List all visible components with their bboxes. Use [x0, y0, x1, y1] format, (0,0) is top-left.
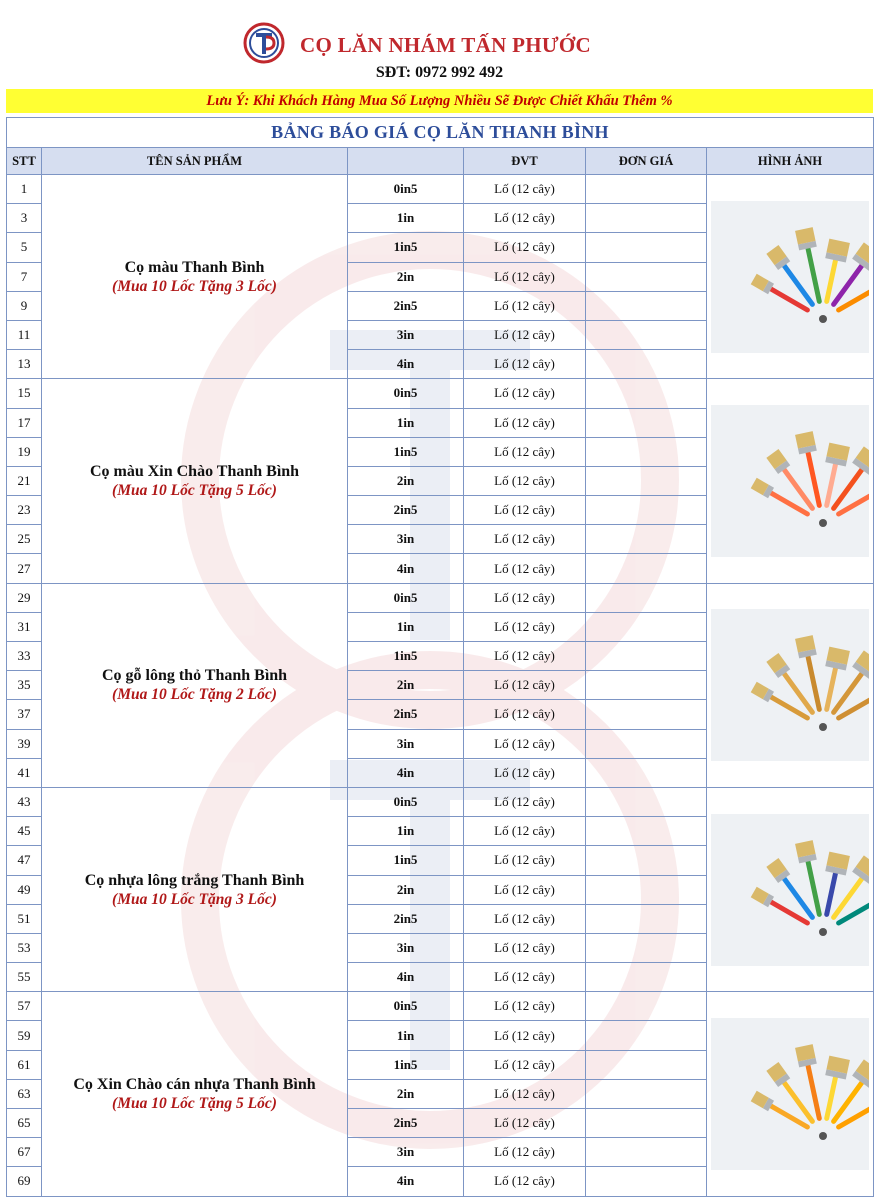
- unit-price: [586, 846, 707, 875]
- row-number: 37: [7, 700, 42, 729]
- row-number: 9: [7, 291, 42, 320]
- product-name-cell: [42, 379, 348, 583]
- brush-size: 0in5: [348, 175, 464, 204]
- product-image-cell: [707, 175, 874, 379]
- unit-price: [586, 1138, 707, 1167]
- table-title: BẢNG BÁO GIÁ CỌ LĂN THANH BÌNH: [7, 118, 874, 148]
- row-number: 65: [7, 1109, 42, 1138]
- row-number: 29: [7, 583, 42, 612]
- paint-brush-set-plastic-handles-image: [711, 814, 869, 966]
- brush-size: 3in: [348, 1138, 464, 1167]
- unit-price: [586, 350, 707, 379]
- row-number: 41: [7, 758, 42, 787]
- document-header: [0, 0, 879, 90]
- unit-price: [586, 875, 707, 904]
- unit-price: [586, 992, 707, 1021]
- row-number: 49: [7, 875, 42, 904]
- brush-size: 1in: [348, 1021, 464, 1050]
- brush-size: 1in5: [348, 437, 464, 466]
- paint-brush-set-orange-handles-image: [711, 405, 869, 557]
- unit: Lố (12 cây): [464, 233, 586, 262]
- brush-size: 4in: [348, 350, 464, 379]
- unit-price: [586, 437, 707, 466]
- product-promotion: (Mua 10 Lốc Tặng 5 Lốc): [112, 1094, 277, 1112]
- brush-size: 1in5: [348, 1050, 464, 1079]
- brush-size: 2in5: [348, 904, 464, 933]
- row-number: 31: [7, 612, 42, 641]
- product-promotion: (Mua 10 Lốc Tặng 3 Lốc): [112, 890, 277, 908]
- row-number: 33: [7, 642, 42, 671]
- brush-size: 2in: [348, 262, 464, 291]
- unit: Lố (12 cây): [464, 904, 586, 933]
- unit: Lố (12 cây): [464, 729, 586, 758]
- row-number: 27: [7, 554, 42, 583]
- row-number: 53: [7, 933, 42, 962]
- table-header-row: [7, 148, 874, 175]
- row-number: 57: [7, 992, 42, 1021]
- unit: Lố (12 cây): [464, 671, 586, 700]
- unit-price: [586, 787, 707, 816]
- brush-size: 1in: [348, 408, 464, 437]
- row-number: 19: [7, 437, 42, 466]
- unit: Lố (12 cây): [464, 787, 586, 816]
- row-number: 63: [7, 1079, 42, 1108]
- brush-size: 0in5: [348, 992, 464, 1021]
- unit: Lố (12 cây): [464, 1079, 586, 1108]
- paint-brush-set-wooden-handles-image: [711, 609, 869, 761]
- row-number: 13: [7, 350, 42, 379]
- unit: Lố (12 cây): [464, 583, 586, 612]
- unit: Lố (12 cây): [464, 496, 586, 525]
- unit: Lố (12 cây): [464, 350, 586, 379]
- unit: Lố (12 cây): [464, 642, 586, 671]
- row-number: 59: [7, 1021, 42, 1050]
- brush-size: 2in: [348, 875, 464, 904]
- discount-notice: Lưu Ý: Khi Khách Hàng Mua Số Lượng Nhiều Sẽ Được Chiết Khấu Thêm %: [6, 89, 873, 113]
- column-header-unit-price: ĐƠN GIÁ: [586, 148, 707, 175]
- unit: Lố (12 cây): [464, 1167, 586, 1196]
- phone-number: SĐT: 0972 992 492: [375, 64, 504, 81]
- unit: Lố (12 cây): [464, 175, 586, 204]
- brush-size: 2in: [348, 671, 464, 700]
- unit: Lố (12 cây): [464, 933, 586, 962]
- column-header-size: [348, 148, 464, 175]
- product-name-cell: [42, 992, 348, 1196]
- brush-size: 2in5: [348, 291, 464, 320]
- unit-price: [586, 612, 707, 641]
- unit-price: [586, 729, 707, 758]
- unit-price: [586, 583, 707, 612]
- product-image-cell: [707, 583, 874, 787]
- product-name: Cọ nhựa lông trắng Thanh Bình: [84, 871, 305, 889]
- row-number: 1: [7, 175, 42, 204]
- brush-size: 4in: [348, 963, 464, 992]
- product-name: Cọ màu Xin Chào Thanh Bình: [89, 462, 300, 480]
- product-image-cell: [707, 992, 874, 1196]
- unit-price: [586, 233, 707, 262]
- unit: Lố (12 cây): [464, 1050, 586, 1079]
- brush-size: 4in: [348, 554, 464, 583]
- unit-price: [586, 933, 707, 962]
- row-number: 5: [7, 233, 42, 262]
- product-image-cell: [707, 379, 874, 583]
- product-promotion: (Mua 10 Lốc Tặng 5 Lốc): [112, 481, 277, 499]
- unit: Lố (12 cây): [464, 700, 586, 729]
- unit-price: [586, 1109, 707, 1138]
- row-number: 69: [7, 1167, 42, 1196]
- product-name-cell: [42, 175, 348, 379]
- brush-size: 1in5: [348, 642, 464, 671]
- unit-price: [586, 963, 707, 992]
- brush-size: 2in5: [348, 700, 464, 729]
- brush-size: 1in: [348, 612, 464, 641]
- product-name-cell: [42, 583, 348, 787]
- table-row: [7, 583, 874, 612]
- table-row: [7, 175, 874, 204]
- unit-price: [586, 1050, 707, 1079]
- row-number: 47: [7, 846, 42, 875]
- unit: Lố (12 cây): [464, 1021, 586, 1050]
- unit-price: [586, 262, 707, 291]
- column-header-product-name: TÊN SẢN PHẨM: [42, 148, 348, 175]
- unit-price: [586, 554, 707, 583]
- row-number: 23: [7, 496, 42, 525]
- unit: Lố (12 cây): [464, 437, 586, 466]
- row-number: 45: [7, 817, 42, 846]
- product-promotion: (Mua 10 Lốc Tặng 3 Lốc): [112, 277, 277, 295]
- row-number: 43: [7, 787, 42, 816]
- column-header-stt: STT: [7, 148, 42, 175]
- paint-brush-set-yellow-plastic-handles-image: [711, 1018, 869, 1170]
- unit-price: [586, 642, 707, 671]
- brush-size: 2in5: [348, 1109, 464, 1138]
- table-row: [7, 787, 874, 816]
- unit: Lố (12 cây): [464, 875, 586, 904]
- company-logo-icon: [243, 22, 285, 64]
- unit: Lố (12 cây): [464, 963, 586, 992]
- unit: Lố (12 cây): [464, 262, 586, 291]
- price-table: [6, 117, 874, 1197]
- unit: Lố (12 cây): [464, 1109, 586, 1138]
- row-number: 51: [7, 904, 42, 933]
- brush-size: 0in5: [348, 379, 464, 408]
- unit-price: [586, 496, 707, 525]
- unit: Lố (12 cây): [464, 612, 586, 641]
- unit-price: [586, 1079, 707, 1108]
- brush-size: 0in5: [348, 583, 464, 612]
- unit-price: [586, 700, 707, 729]
- unit: Lố (12 cây): [464, 1138, 586, 1167]
- brush-size: 3in: [348, 729, 464, 758]
- brush-size: 1in: [348, 817, 464, 846]
- column-header-image: HÌNH ẢNH: [707, 148, 874, 175]
- product-name: Cọ Xin Chào cán nhựa Thanh Bình: [73, 1075, 316, 1093]
- unit: Lố (12 cây): [464, 992, 586, 1021]
- brush-size: 1in: [348, 204, 464, 233]
- paint-brush-set-colored-handles-image: [711, 201, 869, 353]
- brush-size: 2in5: [348, 496, 464, 525]
- brush-size: 1in5: [348, 846, 464, 875]
- unit: Lố (12 cây): [464, 817, 586, 846]
- brush-size: 3in: [348, 933, 464, 962]
- brush-size: 4in: [348, 1167, 464, 1196]
- product-name: Cọ màu Thanh Bình: [124, 258, 265, 276]
- unit: Lố (12 cây): [464, 408, 586, 437]
- unit-price: [586, 1021, 707, 1050]
- brush-size: 1in5: [348, 233, 464, 262]
- unit-price: [586, 1167, 707, 1196]
- row-number: 61: [7, 1050, 42, 1079]
- unit: Lố (12 cây): [464, 204, 586, 233]
- brush-size: 0in5: [348, 787, 464, 816]
- unit-price: [586, 525, 707, 554]
- row-number: 17: [7, 408, 42, 437]
- row-number: 35: [7, 671, 42, 700]
- unit-price: [586, 466, 707, 495]
- unit-price: [586, 175, 707, 204]
- table-row: [7, 992, 874, 1021]
- row-number: 55: [7, 963, 42, 992]
- column-header-unit: ĐVT: [464, 148, 586, 175]
- brush-size: 2in: [348, 466, 464, 495]
- row-number: 7: [7, 262, 42, 291]
- unit-price: [586, 320, 707, 349]
- company-name: CỌ LĂN NHÁM TẤN PHƯỚC: [300, 33, 591, 57]
- row-number: 15: [7, 379, 42, 408]
- row-number: 3: [7, 204, 42, 233]
- unit: Lố (12 cây): [464, 525, 586, 554]
- unit: Lố (12 cây): [464, 291, 586, 320]
- unit: Lố (12 cây): [464, 320, 586, 349]
- unit-price: [586, 904, 707, 933]
- unit: Lố (12 cây): [464, 846, 586, 875]
- unit: Lố (12 cây): [464, 758, 586, 787]
- brush-size: 3in: [348, 525, 464, 554]
- unit-price: [586, 291, 707, 320]
- row-number: 67: [7, 1138, 42, 1167]
- unit-price: [586, 671, 707, 700]
- unit-price: [586, 379, 707, 408]
- row-number: 25: [7, 525, 42, 554]
- unit-price: [586, 204, 707, 233]
- row-number: 39: [7, 729, 42, 758]
- unit-price: [586, 408, 707, 437]
- brush-size: 2in: [348, 1079, 464, 1108]
- table-row: [7, 379, 874, 408]
- unit-price: [586, 817, 707, 846]
- product-promotion: (Mua 10 Lốc Tặng 2 Lốc): [112, 686, 277, 704]
- product-image-cell: [707, 787, 874, 991]
- row-number: 21: [7, 466, 42, 495]
- unit: Lố (12 cây): [464, 466, 586, 495]
- product-name: Cọ gỗ lông thỏ Thanh Bình: [101, 667, 288, 685]
- unit: Lố (12 cây): [464, 379, 586, 408]
- product-name-cell: [42, 787, 348, 991]
- unit: Lố (12 cây): [464, 554, 586, 583]
- brush-size: 3in: [348, 320, 464, 349]
- unit-price: [586, 758, 707, 787]
- brush-size: 4in: [348, 758, 464, 787]
- row-number: 11: [7, 320, 42, 349]
